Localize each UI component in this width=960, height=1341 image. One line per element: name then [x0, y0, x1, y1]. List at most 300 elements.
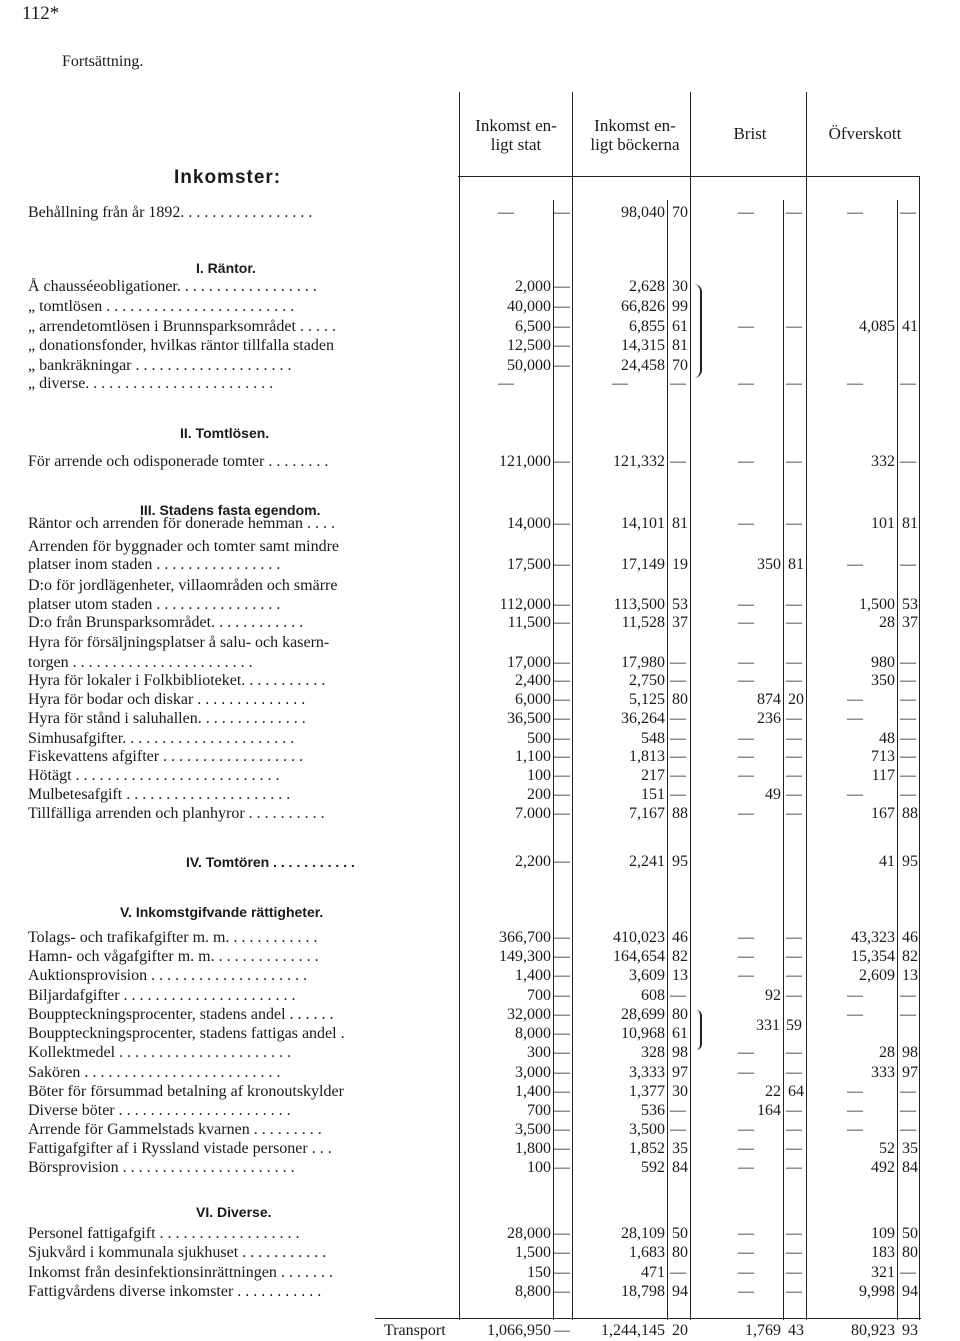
row-label: Tillfälliga arrenden och planhyror . . . . . . . . . .	[28, 805, 325, 822]
row-34-bocker-kr: 10,968	[621, 1025, 665, 1042]
row-33-stat-kr: 32,000	[507, 1006, 551, 1023]
row-16-brist-ore: —	[786, 614, 802, 631]
row-label: D:o från Brunsparksområdet. . . . . . . . . . . .	[28, 614, 304, 631]
row-label: Hötägt . . . . . . . . . . . . . . . . . . . . . . . . . .	[28, 767, 280, 784]
row-19-stat-ore: —	[554, 672, 570, 689]
row-15-ofverskott-kr: 1,500	[859, 596, 895, 613]
rule-bock-right	[690, 92, 691, 1320]
row-7-bocker-ore: —	[670, 375, 686, 392]
row-11-ofverskott-kr: 101	[871, 515, 895, 532]
row-2-bocker-kr: 2,628	[629, 278, 665, 295]
transport-label: Transport	[384, 1322, 446, 1339]
row-19-brist-kr: —	[738, 672, 754, 689]
row-26-ofverskott-ore: 88	[902, 805, 918, 822]
row-32-brist-kr: 92	[765, 987, 781, 1004]
row-18-bocker-ore: —	[670, 654, 686, 671]
row-32-stat-ore: —	[554, 987, 570, 1004]
row-31-ofverskott-kr: 2,609	[859, 967, 895, 984]
row-41-brist-ore: —	[786, 1159, 802, 1176]
row-41-ofverskott-ore: 84	[902, 1159, 918, 1176]
row-40-bocker-ore: 35	[672, 1140, 688, 1157]
row-0-brist-kr: —	[738, 204, 754, 221]
row-33-bocker-ore: 80	[672, 1006, 688, 1023]
row-26-bocker-ore: 88	[672, 805, 688, 822]
brace-rantor	[690, 284, 702, 378]
row-40-brist-kr: —	[738, 1140, 754, 1157]
row-9-ofverskott-ore: —	[900, 453, 916, 470]
row-29-stat-ore: —	[554, 929, 570, 946]
row-19-bocker-ore: —	[670, 672, 686, 689]
row-7-bocker-kr: —	[612, 375, 628, 392]
row-29-brist-kr: —	[738, 929, 754, 946]
row-7-ofverskott-kr: —	[847, 375, 863, 392]
row-39-bocker-ore: —	[670, 1121, 686, 1138]
row-35-stat-ore: —	[554, 1044, 570, 1061]
row-18-brist-ore: —	[786, 654, 802, 671]
row-46-ofverskott-ore: 94	[902, 1283, 918, 1300]
row-29-ofverskott-kr: 43,323	[851, 929, 895, 946]
row-45-stat-kr: 150	[527, 1264, 551, 1281]
row-44-stat-ore: —	[554, 1244, 570, 1261]
row-29-ofverskott-ore: 46	[902, 929, 918, 946]
row-26-stat-kr: 7.000	[515, 805, 551, 822]
row-19-stat-kr: 2,400	[515, 672, 551, 689]
row-30-bocker-ore: 82	[672, 948, 688, 965]
row-25-bocker-kr: 151	[641, 786, 665, 803]
row-22-stat-ore: —	[554, 730, 570, 747]
row-23-ofverskott-ore: —	[900, 748, 916, 765]
row-5-bocker-ore: 81	[672, 337, 688, 354]
row-22-bocker-ore: —	[670, 730, 686, 747]
row-45-bocker-ore: —	[670, 1264, 686, 1281]
row-label: Sjukvård i kommunala sjukhuset . . . . . . . . . . .	[28, 1244, 327, 1261]
row-34-stat-kr: 8,000	[515, 1025, 551, 1042]
row-35-ofverskott-kr: 28	[879, 1044, 895, 1061]
row-36-ofverskott-kr: 333	[871, 1064, 895, 1081]
row-18-stat-kr: 17,000	[507, 654, 551, 671]
row-21-bocker-kr: 36,264	[621, 710, 665, 727]
row-25-brist-kr: 49	[765, 786, 781, 803]
row-18-ofverskott-ore: —	[900, 654, 916, 671]
header-col-stat	[460, 116, 572, 154]
row-30-ofverskott-ore: 82	[902, 948, 918, 965]
row-11-ofverskott-ore: 81	[902, 515, 918, 532]
row-25-ofverskott-kr: —	[847, 786, 863, 803]
row-46-bocker-ore: 94	[672, 1283, 688, 1300]
header-col-bocker-line1: Inkomst en-	[594, 116, 676, 135]
row-37-ofverskott-ore: —	[900, 1083, 916, 1100]
row-23-brist-kr: —	[738, 748, 754, 765]
row-5-stat-ore: —	[554, 337, 570, 354]
row-29-bocker-kr: 410,023	[613, 929, 665, 946]
row-label: Mulbetesafgift . . . . . . . . . . . . . . . . . . . . .	[28, 786, 291, 803]
section-heading: III. Stadens fasta egendom.	[140, 502, 321, 518]
row-24-bocker-kr: 217	[641, 767, 665, 784]
row-35-bocker-ore: 98	[672, 1044, 688, 1061]
row-32-brist-ore: —	[786, 987, 802, 1004]
row-6-bocker-kr: 24,458	[621, 357, 665, 374]
row-46-ofverskott-kr: 9,998	[859, 1283, 895, 1300]
row-11-stat-ore: —	[554, 515, 570, 532]
row-37-brist-kr: 22	[765, 1083, 781, 1100]
row-label: Tolags- och trafikafgifter m. m. . . . . . . . . . . .	[28, 929, 318, 946]
row-22-bocker-kr: 548	[641, 730, 665, 747]
row-label: Böter för försummad betalning af kronoutskylder	[28, 1083, 344, 1100]
row-31-bocker-ore: 13	[672, 967, 688, 984]
row-16-stat-ore: —	[554, 614, 570, 631]
row-label: „ bankräkningar . . . . . . . . . . . . . . . . . . . .	[28, 357, 292, 374]
row-13-brist-kr: 350	[757, 556, 781, 573]
row-27-bocker-kr: 2,241	[629, 853, 665, 870]
section-heading: I. Räntor.	[196, 260, 256, 276]
row-3-stat-kr: 40,000	[507, 298, 551, 315]
row-43-bocker-kr: 28,109	[621, 1225, 665, 1242]
row-label: Diverse böter . . . . . . . . . . . . . . . . . . . . . .	[28, 1102, 291, 1119]
row-19-ofverskott-kr: 350	[871, 672, 895, 689]
row-43-brist-ore: —	[786, 1225, 802, 1242]
row-label: „ arrendetomtlösen i Brunnsparksområdet . . . . .	[28, 318, 336, 335]
row-label: Å chausséeobligationer. . . . . . . . . . . . . . . . . .	[28, 278, 317, 295]
row-22-brist-kr: —	[738, 730, 754, 747]
row-13-stat-kr: 17,500	[507, 556, 551, 573]
row-39-brist-kr: —	[738, 1121, 754, 1138]
row-38-brist-kr: 164	[757, 1102, 781, 1119]
row-0-brist-ore: —	[786, 204, 802, 221]
row-5-bocker-kr: 14,315	[621, 337, 665, 354]
row-15-ofverskott-ore: 53	[902, 596, 918, 613]
row-30-stat-ore: —	[554, 948, 570, 965]
brace-bouppteckning	[692, 1010, 702, 1050]
row-27-ofverskott-kr: 41	[879, 853, 895, 870]
row-37-bocker-ore: 30	[672, 1083, 688, 1100]
row-31-brist-ore: —	[786, 967, 802, 984]
row-45-bocker-kr: 471	[641, 1264, 665, 1281]
row-38-bocker-kr: 536	[641, 1102, 665, 1119]
row-34-stat-ore: —	[554, 1025, 570, 1042]
row-3-stat-ore: —	[554, 298, 570, 315]
header-col-bocker	[575, 116, 695, 154]
row-3-bocker-kr: 66,826	[621, 298, 665, 315]
row-46-brist-kr: —	[738, 1283, 754, 1300]
row-44-brist-ore: —	[786, 1244, 802, 1261]
row-31-stat-ore: —	[554, 967, 570, 984]
row-label: Arrenden för byggnader och tomter samt mindre	[28, 538, 340, 555]
header-col-bocker-line2: ligt böckerna	[590, 135, 680, 154]
row-38-bocker-ore: —	[670, 1102, 686, 1119]
row-37-stat-ore: —	[554, 1083, 570, 1100]
row-31-bocker-kr: 3,609	[629, 967, 665, 984]
row-18-bocker-kr: 17,980	[621, 654, 665, 671]
row-40-ofverskott-kr: 52	[879, 1140, 895, 1157]
row-7-brist-kr: —	[738, 375, 754, 392]
row-33-ofverskott-ore: —	[900, 1006, 916, 1023]
row-4-bocker-kr: 6,855	[629, 318, 665, 335]
row-43-brist-kr: —	[738, 1225, 754, 1242]
row-27-stat-ore: —	[554, 853, 570, 870]
row-24-brist-ore: —	[786, 767, 802, 784]
row-37-brist-ore: 64	[788, 1083, 804, 1100]
row-label: Räntor och arrenden för donerade hemman . . . .	[28, 515, 335, 532]
row-label: Fiskevattens afgifter . . . . . . . . . . . . . . . . . .	[28, 748, 304, 765]
row-22-ofverskott-kr: 48	[879, 730, 895, 747]
transport-ofverskott-ore: 93	[902, 1322, 918, 1339]
row-4-brist-ore: —	[786, 318, 802, 335]
row-4-stat-kr: 6,500	[515, 318, 551, 335]
row-31-ofverskott-ore: 13	[902, 967, 918, 984]
row-35-stat-kr: 300	[527, 1044, 551, 1061]
row-16-ofverskott-ore: 37	[902, 614, 918, 631]
row-23-ofverskott-kr: 713	[871, 748, 895, 765]
row-0-ofverskott-kr: —	[847, 204, 863, 221]
row-35-brist-kr: —	[738, 1044, 754, 1061]
row-46-brist-ore: —	[786, 1283, 802, 1300]
row-0-ofverskott-ore: —	[900, 204, 916, 221]
row-11-bocker-ore: 81	[672, 515, 688, 532]
row-35-bocker-kr: 328	[641, 1044, 665, 1061]
row-label: Bouppteckningsprocenter, stadens fattigas andel .	[28, 1025, 345, 1042]
row-32-ofverskott-kr: —	[847, 987, 863, 1004]
row-40-brist-ore: —	[786, 1140, 802, 1157]
row-41-ofverskott-kr: 492	[871, 1159, 895, 1176]
row-44-brist-kr: —	[738, 1244, 754, 1261]
row-label: platser inom staden . . . . . . . . . . . . . . . .	[28, 556, 281, 573]
header-col-ofverskott: Öfverskott	[828, 124, 902, 143]
row-39-stat-kr: 3,500	[515, 1121, 551, 1138]
row-36-bocker-ore: 97	[672, 1064, 688, 1081]
rule-ofv-right	[919, 176, 920, 1320]
row-label: Simhusafgifter. . . . . . . . . . . . . . . . . . . . . .	[28, 730, 295, 747]
row-label: „ diverse. . . . . . . . . . . . . . . . . . . . . . . .	[28, 375, 274, 392]
row-4-bocker-ore: 61	[672, 318, 688, 335]
row-38-brist-ore: —	[786, 1102, 802, 1119]
row-25-stat-ore: —	[554, 786, 570, 803]
row-21-ofverskott-ore: —	[900, 710, 916, 727]
row-39-brist-ore: —	[786, 1121, 802, 1138]
row-21-ofverskott-kr: —	[847, 710, 863, 727]
row-32-bocker-ore: —	[670, 987, 686, 1004]
brist-merged-value: 331	[756, 1017, 780, 1034]
row-label: Fattigafgifter af i Ryssland vistade personer . . .	[28, 1140, 332, 1157]
row-41-bocker-ore: 84	[672, 1159, 688, 1176]
row-9-stat-ore: —	[554, 453, 570, 470]
row-30-bocker-kr: 164,654	[613, 948, 665, 965]
row-38-ofverskott-kr: —	[847, 1102, 863, 1119]
brist-merged-ore: 59	[786, 1017, 802, 1034]
row-label: Börsprovision . . . . . . . . . . . . . . . . . . . . . .	[28, 1159, 295, 1176]
row-24-stat-ore: —	[554, 767, 570, 784]
row-45-ofverskott-kr: 321	[871, 1264, 895, 1281]
row-21-stat-ore: —	[554, 710, 570, 727]
row-11-stat-kr: 14,000	[507, 515, 551, 532]
row-37-ofverskott-kr: —	[847, 1083, 863, 1100]
row-15-bocker-kr: 113,500	[613, 596, 665, 613]
row-21-brist-ore: —	[786, 710, 802, 727]
row-16-brist-kr: —	[738, 614, 754, 631]
row-label: För arrende och odisponerade tomter . . . . . . . .	[28, 453, 329, 470]
row-29-brist-ore: —	[786, 929, 802, 946]
row-label: Hyra för stånd i saluhallen. . . . . . . . . . . . . .	[28, 710, 306, 727]
row-13-bocker-ore: 19	[672, 556, 688, 573]
row-7-brist-ore: —	[786, 375, 802, 392]
row-16-stat-kr: 11,500	[507, 614, 551, 631]
row-37-bocker-kr: 1,377	[629, 1083, 665, 1100]
row-36-ofverskott-ore: 97	[902, 1064, 918, 1081]
row-20-ofverskott-ore: —	[900, 691, 916, 708]
row-23-bocker-kr: 1,813	[629, 748, 665, 765]
row-23-bocker-ore: —	[670, 748, 686, 765]
row-label: platser utom staden . . . . . . . . . . . . . . . .	[28, 596, 281, 613]
row-45-stat-ore: —	[554, 1264, 570, 1281]
row-4-ofverskott-kr: 4,085	[859, 318, 895, 335]
continuation-note: Fortsättning.	[62, 53, 144, 70]
transport-bocker-kr: 1,244,145	[601, 1322, 665, 1339]
row-label: „ donationsfonder, hvilkas räntor tillfalla staden	[28, 337, 334, 354]
row-15-bocker-ore: 53	[672, 596, 688, 613]
row-13-ofverskott-ore: —	[900, 556, 916, 573]
row-0-bocker-kr: 98,040	[621, 204, 665, 221]
row-11-brist-ore: —	[786, 515, 802, 532]
row-25-stat-kr: 200	[527, 786, 551, 803]
row-2-bocker-ore: 30	[672, 278, 688, 295]
row-16-bocker-ore: 37	[672, 614, 688, 631]
section-heading: IV. Tomtören . . . . . . . . . . .	[186, 854, 355, 870]
row-35-ofverskott-ore: 98	[902, 1044, 918, 1061]
row-6-stat-kr: 50,000	[507, 357, 551, 374]
transport-brist-kr: 1,769	[745, 1322, 781, 1339]
row-0-stat-kr: —	[498, 204, 514, 221]
row-46-stat-ore: —	[554, 1283, 570, 1300]
row-24-bocker-ore: —	[670, 767, 686, 784]
row-4-stat-ore: —	[554, 318, 570, 335]
row-26-brist-ore: —	[786, 805, 802, 822]
row-30-brist-ore: —	[786, 948, 802, 965]
row-11-bocker-kr: 14,101	[621, 515, 665, 532]
row-23-stat-kr: 1,100	[515, 748, 551, 765]
row-13-brist-ore: 81	[788, 556, 804, 573]
row-15-brist-ore: —	[786, 596, 802, 613]
row-label: Inkomst från desinfektionsinrättningen . . . . . . .	[28, 1264, 333, 1281]
row-25-bocker-ore: —	[670, 786, 686, 803]
row-44-ofverskott-kr: 183	[871, 1244, 895, 1261]
row-13-stat-ore: —	[554, 556, 570, 573]
row-36-stat-ore: —	[554, 1064, 570, 1081]
row-40-stat-ore: —	[554, 1140, 570, 1157]
row-30-brist-kr: —	[738, 948, 754, 965]
row-44-bocker-ore: 80	[672, 1244, 688, 1261]
row-44-bocker-kr: 1,683	[629, 1244, 665, 1261]
row-16-ofverskott-kr: 28	[879, 614, 895, 631]
row-24-ofverskott-ore: —	[900, 767, 916, 784]
row-20-ofverskott-kr: —	[847, 691, 863, 708]
row-33-stat-ore: —	[554, 1006, 570, 1023]
row-9-brist-ore: —	[786, 453, 802, 470]
row-26-bocker-kr: 7,167	[629, 805, 665, 822]
row-20-brist-ore: 20	[788, 691, 804, 708]
row-label: „ tomtlösen . . . . . . . . . . . . . . . . . . . . . . . .	[28, 298, 295, 315]
row-43-stat-kr: 28,000	[507, 1225, 551, 1242]
row-31-brist-kr: —	[738, 967, 754, 984]
row-18-ofverskott-kr: 980	[871, 654, 895, 671]
row-43-ofverskott-ore: 50	[902, 1225, 918, 1242]
row-9-bocker-kr: 121,332	[613, 453, 665, 470]
header-col-stat-line1: Inkomst en-	[475, 116, 557, 135]
row-19-ofverskott-ore: —	[900, 672, 916, 689]
row-26-ofverskott-kr: 167	[871, 805, 895, 822]
header-rule	[458, 176, 920, 177]
row-11-brist-kr: —	[738, 515, 754, 532]
row-30-stat-kr: 149,300	[499, 948, 551, 965]
row-34-bocker-ore: 61	[672, 1025, 688, 1042]
header-col-brist: Brist	[733, 124, 767, 143]
row-label: Biljardafgifter . . . . . . . . . . . . . . . . . . . . . .	[28, 987, 296, 1004]
row-41-bocker-kr: 592	[641, 1159, 665, 1176]
row-20-stat-ore: —	[554, 691, 570, 708]
row-9-ofverskott-kr: 332	[871, 453, 895, 470]
row-label: Behållning från år 1892. . . . . . . . . . . . . . . . .	[28, 204, 313, 221]
row-5-stat-kr: 12,500	[507, 337, 551, 354]
row-label: Kollektmedel . . . . . . . . . . . . . . . . . . . . . .	[28, 1044, 292, 1061]
row-24-ofverskott-kr: 117	[871, 767, 895, 784]
row-label: Arrende för Gammelstads kvarnen . . . . . . . . .	[28, 1121, 322, 1138]
row-label: Hyra för bodar och diskar . . . . . . . . . . . . . .	[28, 691, 306, 708]
row-38-stat-kr: 700	[527, 1102, 551, 1119]
row-9-bocker-ore: —	[670, 453, 686, 470]
row-4-brist-kr: —	[738, 318, 754, 335]
row-25-brist-ore: —	[786, 786, 802, 803]
row-19-brist-ore: —	[786, 672, 802, 689]
row-46-stat-kr: 8,800	[515, 1283, 551, 1300]
transport-ofverskott-kr: 80,923	[851, 1322, 895, 1339]
row-30-ofverskott-kr: 15,354	[851, 948, 895, 965]
row-29-stat-kr: 366,700	[499, 929, 551, 946]
row-20-bocker-ore: 80	[672, 691, 688, 708]
row-43-ofverskott-kr: 109	[871, 1225, 895, 1242]
row-26-brist-kr: —	[738, 805, 754, 822]
row-21-brist-kr: 236	[757, 710, 781, 727]
row-43-stat-ore: —	[554, 1225, 570, 1242]
row-36-stat-kr: 3,000	[515, 1064, 551, 1081]
row-4-ofverskott-ore: 41	[902, 318, 918, 335]
row-33-bocker-kr: 28,699	[621, 1006, 665, 1023]
rule-stat-right	[572, 92, 573, 1320]
row-label: Fattigvårdens diverse inkomster . . . . . . . . . . .	[28, 1283, 322, 1300]
row-9-brist-kr: —	[738, 453, 754, 470]
row-20-bocker-kr: 5,125	[629, 691, 665, 708]
row-38-ofverskott-ore: —	[900, 1102, 916, 1119]
row-45-ofverskott-ore: —	[900, 1264, 916, 1281]
row-15-brist-kr: —	[738, 596, 754, 613]
row-label: Hyra för lokaler i Folkbiblioteket. . . . . . . . . . .	[28, 672, 326, 689]
rule-brist-right	[806, 92, 807, 1320]
row-44-stat-kr: 1,500	[515, 1244, 551, 1261]
section-heading: II. Tomtlösen.	[180, 425, 270, 441]
row-45-brist-ore: —	[786, 1264, 802, 1281]
header-col-stat-line2: ligt stat	[490, 135, 542, 154]
row-6-stat-ore: —	[554, 357, 570, 374]
page-number: 112*	[22, 3, 60, 24]
row-25-ofverskott-ore: —	[900, 786, 916, 803]
section-heading: V. Inkomstgifvande rättigheter.	[120, 904, 324, 920]
row-39-ofverskott-kr: —	[847, 1121, 863, 1138]
row-label: Bouppteckningsprocenter, stadens andel . . . . . .	[28, 1006, 334, 1023]
row-23-stat-ore: —	[554, 748, 570, 765]
transport-bocker-ore: 20	[672, 1322, 688, 1339]
row-29-bocker-ore: 46	[672, 929, 688, 946]
row-15-stat-kr: 112,000	[499, 596, 551, 613]
row-label: Auktionsprovision . . . . . . . . . . . . . . . . . . . .	[28, 967, 308, 984]
row-26-stat-ore: —	[554, 805, 570, 822]
row-2-stat-kr: 2,000	[515, 278, 551, 295]
